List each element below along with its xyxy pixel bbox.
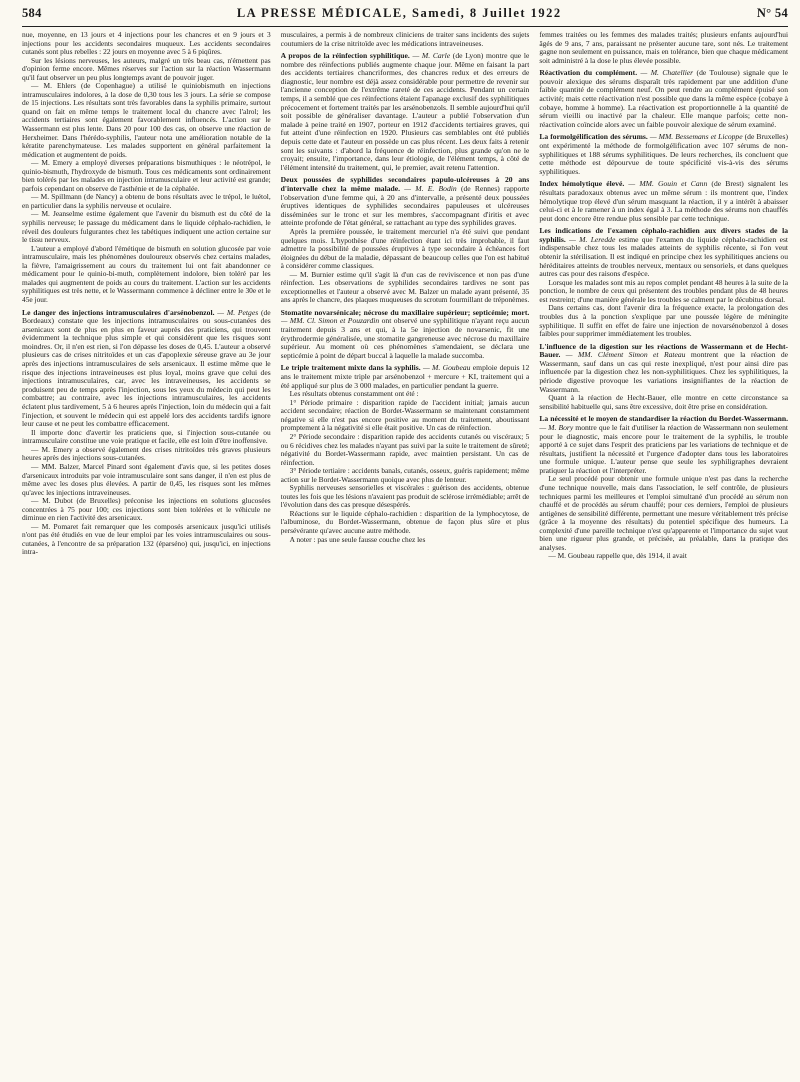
paragraph: Quant à la réaction de Hecht-Bauer, elle montre en cette circonstance sa sensibilité habituelle qui, sans être excessive, doit être prise en considération. [539,393,788,411]
page-header [22,0,788,24]
section-author: — M. Chatellier [640,68,694,78]
section-body: (de Lyon) montre que le nombre des réinfections publiés augmente chaque jour. Même en faisant la part des accidents tertiaires chancriformes, des chancres redux et des erreurs de diagnostic, leur nombre est déjà assez considérable pour permettre de revenir sur l'ancienne conception de l'extrême rareté de ces accidents. Pendant un certain temps, il a semblé que ces réinfections étaient l'apanage exclusif des syphilitiques précocement et fortement traités par les arsénobenzols. Il semble aujourd'hui qu'il soit possible de généraliser davantage. L'auteur a publié l'observation d'un malade à peine traité en 1907, porteur en 1912 d'accidents tertiaires graves, qui fut atteint d'une réinfection en 1920. Plusieurs cas semblables ont été publiés depuis cette date et l'auteur en possède un cas plus récent. Les deux faits à retenir sont les suivants : d'abord la fréquence de réinfection, plus grande qu'on ne le croyait; ensuite, l'importance, dans leur étiologie, de l'élément temps, à côté de l'élément intensité du traitement, qui, le premier, avait retenu l'attention. [280,51,530,172]
section-title: La nécessité et le moyen de standardiser la réaction du Bordet-Wassermann. [539,414,788,424]
section-title: Les indications de l'examen céphalo-rachidien aux divers stades de la syphilis. [539,226,788,244]
journal-title: LA PRESSE MÉDICALE, Samedi, 8 Juillet 1922 [236,6,562,20]
issue-number: N° 54 [756,6,788,20]
section-heading [281,309,530,361]
page-number: 584 [22,6,42,20]
section-body: (de Toulouse) signale que le pouvoir alexique des sérums disparaît très rapidement par une addition d'une faible quantité de complément neuf. On peut rendre au complément épuisé son activité; mais cette réactivation n'est possible que dans la même espèce (cobaye à cobaye, homme à homme). La réactivation est proportionnelle à la quantité de sérum vieilli ou inactivé par la chaleur. Elle manque parfois; cette non-réactivation coïncide alors avec un faible pouvoir alexique de sérum examiné. [539,68,788,129]
section-body: (de Rennes) rapporte l'observation d'une femme qui, à 20 ans d'intervalle, a présenté deux poussées éruptives identiques de syphilides secondaires papuleuses et ulcéreuses disséminées sur le tronc et sur les membres, s'accompagnant d'iritis et avec atteinte profonde de l'état général, se rattachant au type des syphilides graves. [280,184,530,228]
paragraph: Réactions sur le liquide céphalo-rachidien : disparition de la lymphocytose, de l'albuminose, du Bordet-Wassermann, obtenue de façon plus sûre et plus persévérante qu'avec aucune autre méthode. [280,508,530,535]
paragraph: 1° Période primaire : disparition rapide de l'accident initial; jamais aucun accident secondaire; réaction de Bordet-Wassermann se maintenant constamment négative si elle n'est pas encore positive au moment du traitement, aboutissant promptement à la négativité si elle était positive. Un cas de réinfection. [280,397,530,433]
section-body: estime que l'examen du liquide céphalo-rachidien est indispensable chez tous les malades atteints de syphilis récente, si l'on veut obtenir la stérilisation. Il est indiqué en principe chez les syphilitiques anciens ou héréditaires atteints de troubles nerveux, mentaux ou sensoriels, et dans quelques autres cas pour des raisons d'espèce. [539,234,788,279]
section-author: — MM. Clément Simon et Rateau [565,350,686,360]
article-columns [22,31,788,1071]
section-heading [539,180,788,223]
paragraph: — M. Dubot (de Bruxelles) préconise les injections en solutions glucosées concentrées à 75 pour 100; ces injections sont bien tolérées et le véhicule ne diminue en rien l'activité des arsenicaux. [22,496,271,523]
paragraph: — M. Burnier estime qu'il s'agit là d'un cas de reviviscence et non pas d'une réinfection. Les observations de syphilides secondaires tardives ne sont pas exceptionnelles et l'auteur a observé avec M. Balzer un malade ayant présenté, 35 ans après le chancre, des plaques muqueuses du scrotum fourmillant de tréponèmes. [280,269,530,305]
column-1 [22,31,271,1071]
section-heading [539,133,788,176]
paragraph: — M. Spillmann (de Nancy) a obtenu de bons résultats avec le trépol, le luétol, en particulier dans la syphilis nerveuse et oculaire. [22,192,271,210]
column-3 [539,31,788,1071]
section-title: Le triple traitement mixte dans la syphilis. [280,363,421,373]
section-heading [539,69,788,129]
section-title: Index hémolytique élevé. [539,179,625,189]
paragraph: — M. Emery a observé également des crises nitritoïdes très graves plusieurs heures après des injections sous-cutanées. [22,444,271,463]
section-title: La formolgélification des sérums. [539,132,648,142]
paragraph: Après la première poussée, le traitement mercuriel n'a été suivi que pendant quelques mois. L'hypothèse d'une réinfection étant ici très improbable, il faut admettre la possibilité de poussées éruptives à type secondaire à échéances fort éloignées du début de la maladie, dépassant de beaucoup celles que l'on est habitué à considérer comme classiques. [280,226,530,271]
column-2 [281,31,530,1071]
paragraph: — M. Jeanselme estime également que l'avenir du bismuth est du côté de la syphilis nerveuse; le passage du médicament dans le liquide céphalo-rachidien, le réveil des douleurs fulgurantes chez les tabétiques indiquent une action certaine sur le tissu nerveux. [22,209,271,245]
paragraph: — M. Goubeau rappelle que, dès 1914, il avait [548,551,687,561]
section-title: Stomatite novarsénicale; nécrose du maxillaire supérieur; septicémie; mort. [280,307,530,317]
section-body: (de Brest) signalent les résultats paradoxaux obtenus avec un même sérum : ils montrent que, l'index hémolytique trop élevé d'un sérum masquant la réaction, il y a intérêt à abaisser celui-ci et à le ramener à un index égal à 3. La méthode des sérums non chauffés peut donc encore être rendue plus sensible par cette technique. [539,179,788,223]
section-heading [22,309,271,429]
section-body: montrent que la réaction de Wassermann, sauf dans un cas qui reste inexpliqué, n'est pour ainsi dire pas influencée par la digestion chez les non-syphilitiques. Chez les syphilitiques, la période digestive provoque les variations insignifiantes de la réaction de Wassermann. [539,350,788,394]
section-body: (de Bordeaux) constate que les injections intramusculaires ou sous-cutanées des arsenicaux sont de plus en plus en faveur auprès des praticiens, qui trouvent évidemment la technique plus simple et qui considèrent que les risques sont moindres. Or, il n'en est rien, si l'on dépasse les doses de 0,45. L'auteur a observé plusieurs cas de crises nitritoïdes et un cas d'apoplexie séreuse grave au 3e jour après des injections intramusculaires de sels arsenicaux. Il estime même que le risque des injections intraveineuses est plus loyal, moins grave que celui des injections intramusculaires, car, avec les intraveineuses, les accidents se produisent peu de temps après l'injection, sous les yeux du médecin qui peut les combattre; au contraire, avec les injections intramusculaires, les accidents éclatent plus tardivement, 5 à 6 heures après l'injection, loin du médecin qui a fait l'injection, et souvent le médecin qui est appelé lors des accidents tardifs ignore leur cause et ne peut les combattre efficacement. [22,307,271,429]
section-heading [539,343,788,395]
paragraph: 3° Période tertiaire : accidents banals, cutanés, osseux, guéris rapidement; même action sur le Bordet-Wassermann quoique avec plus de lenteur. [280,466,530,484]
section-author: — M. Goubeau [422,363,471,373]
section-title: Réactivation du complément. [539,68,638,78]
section-body: montre que le fait d'utiliser la réaction de Wassermann non seulement pour le diagnostic, mais encore pour le traitement de la syphilis, le trouble apporté à ce sujet dans l'esprit des praticiens par les variations de technique et de résultats, justifient la nécessité et l'urgence d'adopter dans tous les laboratoires une formule unique. L'auteur pense que seule les syphiligraphes devraient pratiquer la réaction et l'interpréter. [539,422,788,475]
paragraph: Lorsque les malades sont mis au repos complet pendant 48 heures à la suite de la ponction, le nombre de ceux qui présentent des troubles pendant plus de 48 heures est restreint; d'une manière générale les troubles se calment par le décubitus dorsal. [539,277,788,304]
paragraph: femmes traitées ou les femmes des malades traités; plusieurs enfants aujourd'hui âgés de 9 ans, 7 ans, paraissant ne présenter aucune tare, sont nés. Le traitement gagne non seulement en puissance, mais en tolérance, bien que chaque médicament soit administré à la dose le plus élevée possible. [539,31,788,65]
paragraph: A noter : pas une seule fausse couche chez les [289,534,426,544]
section-author: — M. Carle [412,51,451,61]
paragraph: Il importe donc d'avertir les praticiens que, si l'injection sous-cutanée ou intramusculaire constitue une voie pratique et facile, elle est loin d'être inoffensive. [22,427,271,446]
section-heading [281,364,530,390]
paragraph: nue, moyenne, en 13 jours et 4 injections pour les chancres et en 9 jours et 3 injections pour les accidents secondaires muqueux. Les accidents secondaires cutanés sont plus rebelles : 22 jours en moyenne avec 5 à 6 piqûres. [22,31,271,57]
section-author: — MM. Bessemans et Licoppe [649,132,743,142]
paragraph: — MM. Balzer, Marcel Pinard sont également d'avis que, si les petites doses d'arsenicaux introduits par voie intramusculaire sont sans danger, il n'en est plus de même avec les doses plus élevées. A partir de 0,45, les risques sont les mêmes qu'avec les injections intraveineuses. [22,462,271,497]
section-body: ont observé une syphilitique n'ayant reçu aucun traitement depuis 3 ans et qui, à la 5e injection de novarsenic, fit une érythrodermie généralisée, une stomatite gangreneuse avec nécrose du maxillaire supérieur. Au moment où ces phénomènes s'amendaient, se déclara une septicémie à point de départ buccal à laquelle la malade succomba. [280,316,530,360]
section-title: Le danger des injections intramusculaires d'arsénobenzol. [22,307,215,317]
section-author: — M. E. Bodin [404,184,457,193]
paragraph: musculaires, a permis à de nombreux cliniciens de traiter sans incidents des sujets coutumiers de la crise nitritoïde avec les médications intraveineuses. [280,31,530,48]
paragraph: Le seul procédé pour obtenir une formule unique n'est pas dans la recherche d'une technique nouvelle, mais dans l'association, le self contrôle, de plusieurs techniques parmi les meilleures et l'emploi simultané d'un procédé au sérum non chauffé et de procédés au sérum chauffé; pour ces derniers, l'emploi de plusieurs antigènes de sensibilité différente, permettant une mesure véritablement très précise (grâce à la moyenne des résultats) du potentiel spécifique des humeurs. La complexité d'une pareille technique n'est qu'apparente et l'importance du sujet vaut bien une rigueur plus grande, et précisée, au préalable, dans la pratique des analyses. [539,474,788,552]
paragraph: L'auteur a employé d'abord l'émétique de bismuth en solution glucosée par voie intramusculaire, mais les phénomènes douloureux observés chez certains malades, la fièvre, l'amaigrissement au cours du traitement lui ont fait abandonner ce médicament pour le quinio-bi-muth, complètement indolore, bien toléré par les malades qui augmentent de poids au cours du traitement. L'action sur les accidents syphilitiques est très nette, et le Wassermann commence à décliner entre le 30e et le 45e jour. [22,243,271,304]
paragraph: — M. Emery a employé diverses préparations bismuthiques : le néotrépol, le quinio-bismuth, l'hydroxyde de bismuth. Tous ces médicaments sont ordinairement bien tolérés par les malades en injection intramusculaire et leur activité est grande; parfois cependant on observe de l'asthénie et de la céphalée. [22,158,271,193]
paragraph: — M. Ehlers (de Copenhague) a utilisé le quiniobismuth en injections intramusculaires indolores, à la dose de 0,30 tous les 3 jours. La série se compose de 15 injections. Les résultats sont très favorables dans la syphilis primaire, surtout quand on fait en même temps le traitement local du chancre avec l'alrol; les accidents tertiaires sont également favorablement influencés. L'action sur le Wassermann est plus lente. Dans 20 pour 100 des cas, on observe une réaction de Herxheimer. Dans l'hérédo-syphilis, l'auteur nota une amélioration notable de la kératite parenchymateuse. Les malades supportent en général parfaitement la médication et augmentent de poids. [22,81,271,159]
paragraph: Les résultats obtenus constamment ont été : [289,389,419,399]
paragraph: Syphilis nerveuses sensorielles et viscérales : guérison des accidents, obtenue toutes les fois que les lésions n'avaient pas produit de sclérose irrémédiable; arrêt de l'évolution dans des cas presque désespérés. [280,483,530,510]
section-heading [281,176,530,228]
section-body: emploie depuis 12 ans le traitement mixte triple par arsénobenzol + mercure + KI, traitement qui a été appliqué sur plus de 3 000 malades, en particulier pendant la guerre. [280,363,530,390]
section-heading [281,52,530,172]
paragraph: Sur les lésions nerveuses, les auteurs, malgré un très beau cas, n'émettent pas d'opinion ferme encore. Mêmes réserves sur l'action sur la réaction Wassermann qu'il faut observer un peu plus longtemps avant de pouvoir juger. [22,55,271,82]
section-heading [539,227,788,279]
paragraph: Dans certains cas, dont l'avenir dira la fréquence exacte, la prolongation des troubles dus à la ponction s'explique par une poussée légère de méningite syphilitique. Il suffit en effet de faire une injection de novarsénobenzol à doses faibles pour supprimer immédiatement les troubles. [539,303,788,339]
section-title: Deux poussées de syphilides secondaires papulo-ulcéreuses à 20 ans d'intervalle chez la même malade. [280,175,530,193]
section-title: L'influence de la digestion sur les réactions de Wassermann et de Hecht-Bauer. [539,341,788,360]
section-author: — M. Petges [217,307,259,317]
section-author: — MM. Gouin et Cann [628,179,708,189]
paragraph: 2° Période secondaire : disparition rapide des accidents cutanés ou viscéraux; 5 ou 6 récidives chez les malades n'ayant pas suivi par la suite le traitement de sûreté; négativité du Bordet-Wassermann rapide, avec maintien persistant. Un cas de réinfection. [280,431,530,467]
section-author: — M. Bory [539,422,574,432]
section-author: — MM. Cl. Simon et Pouzardin [280,316,380,326]
section-author: — M. Leredde [569,234,616,244]
paragraph: — M. Pomaret fait remarquer que les composés arsenicaux jusqu'ici utilisés n'ont pas été étudiés en vue de leur emploi par les voies intramusculaires ou sous-cutanées, à l'encontre de sa préparation 132 (éparséno) qui, jusqu'ici, en injections intra- [22,521,271,557]
header-rule [22,26,788,27]
section-body: (de Bruxelles) ont expérimenté la méthode de formolgélification avec 107 sérums de non-syphilitiques et 188 sérums syphilitiques. De leurs recherches, ils concluent que cette méthode est dépourvue de toute spécificité vis-à-vis des sérums syphilitiques. [539,132,788,176]
section-heading [539,415,788,475]
section-title: A propos de la réinfection syphilitique. [280,51,410,61]
